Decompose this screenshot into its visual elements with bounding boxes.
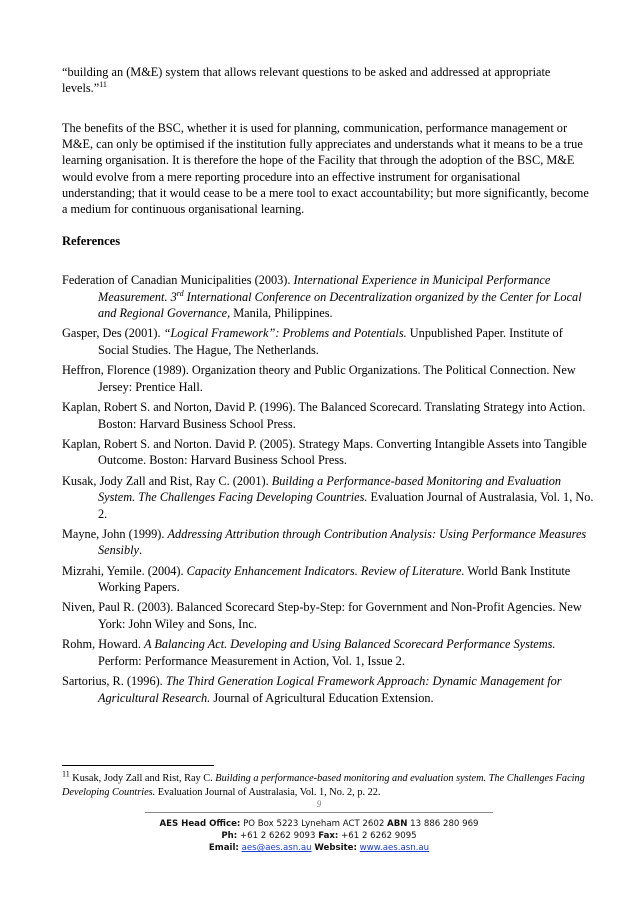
footnote-ref[interactable]: 11	[99, 80, 107, 90]
reference-item: Gasper, Des (2001). “Logical Framework”: Problems and Potentials. Unpublished Paper. Institute of Social Studies. The Hague, The Netherlands.	[62, 326, 563, 357]
reference-item: Niven, Paul R. (2003). Balanced Scorecard Step-by-Step: for Government and Non-Profit Agencies. New York: John Wiley and Sons, Inc.	[62, 600, 582, 632]
reference-item: Mizrahi, Yemile. (2004). Capacity Enhancement Indicators. Review of Literature. World Bank Institute Working Papers.	[62, 563, 571, 595]
reference-item: Federation of Canadian Municipalities (2003). International Experience in Municipal Performance Measurement. 3rd International Conference on Decentralization organized by the Center for Local and Regional Governance, Manila, Philippines.	[62, 273, 582, 321]
footer-divider	[145, 812, 493, 813]
footer-phone-line: Ph: +61 2 6262 9093 Fax: +61 2 6262 9095	[221, 831, 417, 841]
reference-item: Kaplan, Robert S. and Norton, David P. (1996). The Balanced Scorecard. Translating Strategy into Action. Boston: Harvard Business School Press.	[62, 399, 586, 431]
reference-item: Mayne, John (1999). Addressing Attribution through Contribution Analysis: Using Performance Measures Sensibly.	[62, 526, 587, 558]
footer-address-line: AES Head Office: PO Box 5223 Lyneham ACT 2602 ABN 13 886 280 969	[159, 819, 479, 829]
quote-text: “building an (M&E) system that allows relevant questions to be asked and addressed at appropriate levels.”	[62, 65, 551, 96]
email-link[interactable]: aes@aes.asn.au	[241, 843, 312, 853]
page-number: 9	[316, 799, 322, 809]
footnote: $^{11}$ Kusak, Jody Zall and Rist, Ray C. Building a performance-based monitoring and evaluation system. The Challenges Facing Developing Countries. Evaluation Journal of Australasia, Vol. 1, No. 2, p. 22.	[62, 769, 585, 798]
reference-item: Heffron, Florence (1989). Organization theory and Public Organizations. The Political Connection. New Jersey: Prentice Hall.	[62, 363, 576, 394]
footer-contact-line: Email: aes@aes.asn.au Website: www.aes.asn.au	[208, 843, 430, 853]
reference-item: Sartorius, R. (1996). The Third Generation Logical Framework Approach: Dynamic Management for Agricultural Research. Journal of Agricultural Education Extension.	[62, 674, 562, 705]
body-paragraph: The benefits of the BSC, whether it is used for planning, communication, performance management or M&E, can only be optimised if the institution fully appreciates and understands what it means to be a true learning organisation. It is therefore the hope of the Facility that through the adoption of the BSC, M&E would evolve from a mere reporting procedure into an effective instrument for organisational understanding; that it would cease to be a mere tool to exact accountability; but more significantly, become a medium for continuous organisational learning.	[62, 121, 589, 217]
footnote-number: 11	[62, 769, 70, 779]
references-list	[62, 272, 594, 710]
reference-item: Kusak, Jody Zall and Rist, Ray C. (2001). Building a Performance-based Monitoring and Evaluation System. The Challenges Facing Developing Countries. Evaluation Journal of Australasia, Vol. 1, No. 2.	[62, 473, 594, 521]
references-heading: References	[62, 234, 121, 248]
quote-paragraph	[62, 64, 592, 96]
website-link[interactable]: www.aes.asn.au	[359, 843, 430, 853]
reference-item: Rohm, Howard. A Balancing Act. Developing and Using Balanced Scorecard Performance Systems. Perform: Performance Measurement in Action, Vol. 1, Issue 2.	[62, 637, 556, 668]
page-footer	[0, 818, 638, 854]
footnote-divider	[62, 765, 214, 766]
reference-item: Kaplan, Robert S. and Norton. David P. (2005). Strategy Maps. Converting Intangible Assets into Tangible Outcome. Boston: Harvard Business School Press.	[62, 436, 587, 468]
